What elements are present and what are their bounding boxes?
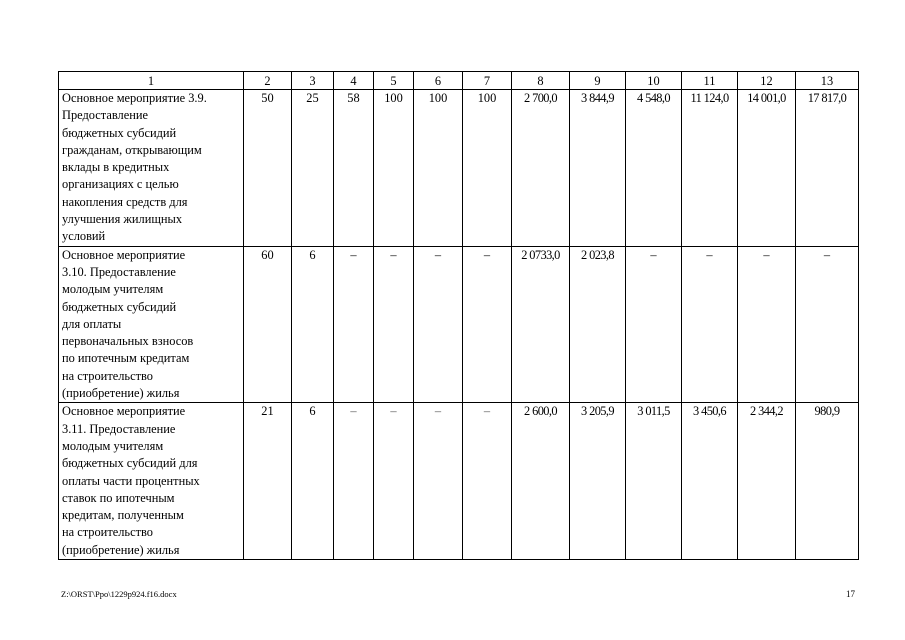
value-cell: – (463, 246, 512, 403)
value-cell: 21 (244, 403, 292, 560)
description-line: ставок по ипотечным (62, 490, 175, 505)
value-cell: 2 344,2 (738, 403, 796, 560)
description-line: организациях с целью (62, 177, 179, 192)
value-cell: 3 205,9 (570, 403, 626, 560)
value-cell: 100 (414, 90, 463, 247)
value-cell: – (682, 246, 738, 403)
header-cell: 12 (738, 72, 796, 90)
row-description (59, 90, 244, 247)
value-cell: 50 (244, 90, 292, 247)
header-cell: 9 (570, 72, 626, 90)
description-line: бюджетных субсидий (62, 125, 177, 140)
value-cell: – (414, 246, 463, 403)
table-row (59, 90, 859, 247)
description-line: бюджетных субсидий (62, 299, 177, 314)
value-cell: 3 844,9 (570, 90, 626, 247)
header-cell: 3 (292, 72, 334, 90)
value-cell: 58 (334, 90, 374, 247)
header-row (59, 72, 859, 90)
description-line: 3.11. Предоставление (62, 421, 176, 436)
description-line: вклады в кредитных (62, 160, 170, 175)
value-cell: 2 0733,0 (512, 246, 570, 403)
value-cell: 3 450,6 (682, 403, 738, 560)
table-row (59, 246, 859, 403)
description-line: молодым учителям (62, 438, 164, 453)
description-line: 3.10. Предоставление (62, 264, 176, 279)
data-table (58, 71, 859, 560)
value-cell: 980,9 (796, 403, 859, 560)
footer-file-path: Z:\ORST\Ppo\1229p924.f16.docx (61, 589, 177, 599)
value-cell: – (334, 246, 374, 403)
value-cell: 100 (463, 90, 512, 247)
value-cell: – (334, 403, 374, 560)
description-line: первоначальных взносов (62, 334, 194, 349)
header-cell: 1 (59, 72, 244, 90)
value-cell: – (374, 246, 414, 403)
description-line: молодым учителям (62, 282, 164, 297)
header-cell: 8 (512, 72, 570, 90)
description-line: Основное мероприятие (62, 404, 186, 419)
header-cell: 2 (244, 72, 292, 90)
value-cell: – (414, 403, 463, 560)
description-line: гражданам, открывающим (62, 142, 202, 157)
header-cell: 4 (334, 72, 374, 90)
header-cell: 7 (463, 72, 512, 90)
description-line: улучшения жилищных (62, 212, 183, 227)
value-cell: – (463, 403, 512, 560)
value-cell: – (796, 246, 859, 403)
value-cell: 14 001,0 (738, 90, 796, 247)
table-row (59, 403, 859, 560)
value-cell: 25 (292, 90, 334, 247)
value-cell: 4 548,0 (626, 90, 682, 247)
value-cell: 2 023,8 (570, 246, 626, 403)
header-cell: 6 (414, 72, 463, 90)
description-line: оплаты части процентных (62, 473, 200, 488)
description-line: по ипотечным кредитам (62, 351, 190, 366)
description-line: на строительство (62, 368, 153, 383)
description-line: накопления средств для (62, 194, 188, 209)
description-line: условий (62, 229, 106, 244)
description-line: кредитам, полученным (62, 508, 184, 523)
header-cell: 5 (374, 72, 414, 90)
value-cell: 11 124,0 (682, 90, 738, 247)
description-line: для оплаты (62, 316, 122, 331)
description-line: (приобретение) жилья (62, 386, 180, 401)
description-line: на строительство (62, 525, 153, 540)
value-cell: 60 (244, 246, 292, 403)
description-line: Основное мероприятие (62, 247, 186, 262)
value-cell: 2 600,0 (512, 403, 570, 560)
value-cell: 6 (292, 403, 334, 560)
description-line: бюджетных субсидий для (62, 456, 198, 471)
header-cell: 13 (796, 72, 859, 90)
row-description (59, 403, 244, 560)
value-cell: 2 700,0 (512, 90, 570, 247)
header-cell: 10 (626, 72, 682, 90)
description-line: Основное мероприятие 3.9. (62, 91, 207, 105)
row-description (59, 246, 244, 403)
value-cell: – (626, 246, 682, 403)
header-cell: 11 (682, 72, 738, 90)
value-cell: 17 817,0 (796, 90, 859, 247)
value-cell: 3 011,5 (626, 403, 682, 560)
value-cell: – (374, 403, 414, 560)
value-cell: – (738, 246, 796, 403)
value-cell: 6 (292, 246, 334, 403)
footer-page-number: 17 (846, 589, 855, 599)
value-cell: 100 (374, 90, 414, 247)
description-line: (приобретение) жилья (62, 542, 180, 557)
description-line: Предоставление (62, 108, 148, 123)
